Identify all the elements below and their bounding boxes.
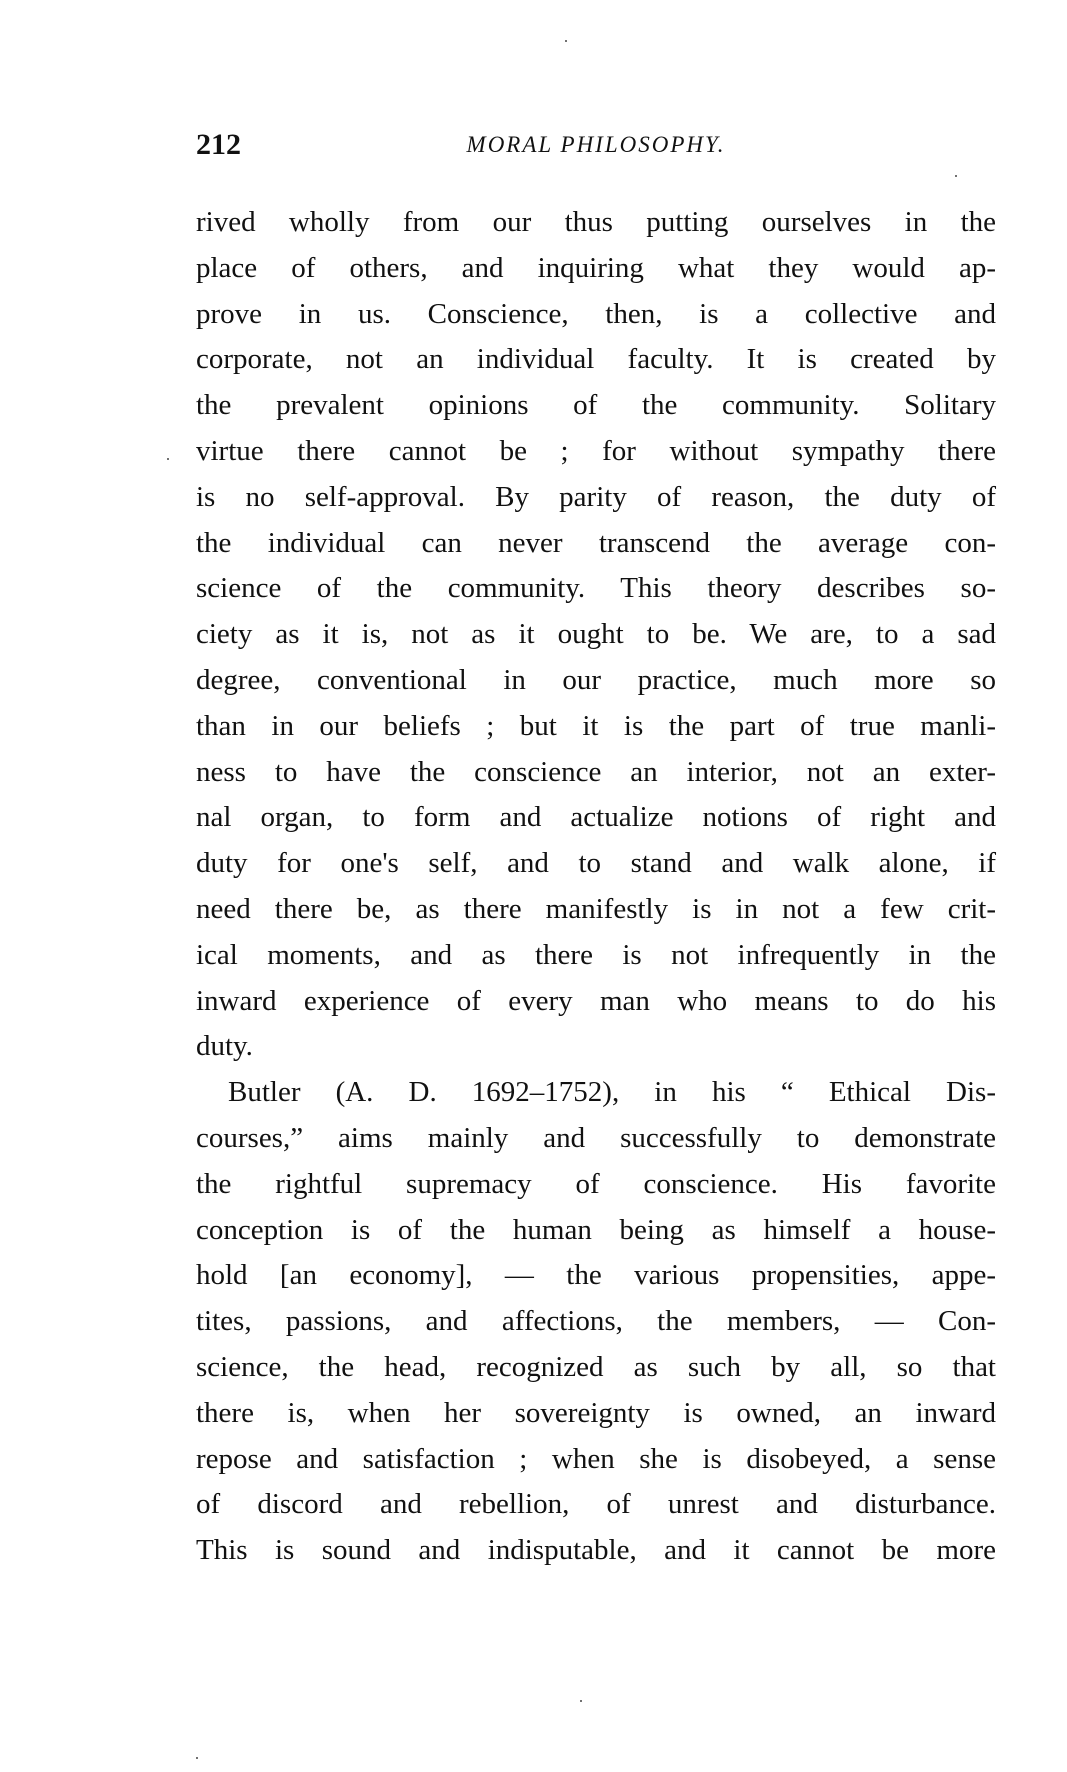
text-line: repose and satisfaction ; when she is disobeyed, a sense xyxy=(196,1442,996,1475)
scan-speck xyxy=(580,1700,582,1702)
text-line: hold [an economy], — the various propensities, appe- xyxy=(196,1259,996,1292)
text-line: prove in us. Conscience, then, is a collective and xyxy=(196,297,996,330)
scan-speck xyxy=(565,40,567,42)
text-line: need there be, as there manifestly is in not a few crit- xyxy=(196,892,996,925)
page-number: 212 xyxy=(196,128,241,161)
running-title: MORAL PHILOSOPHY. xyxy=(466,132,726,157)
text-line: is no self-approval. By parity of reason, the duty of xyxy=(196,480,996,513)
paragraph-1 xyxy=(196,200,996,1070)
text-line: rived wholly from our thus putting ourselves in the xyxy=(196,206,996,238)
scan-speck xyxy=(167,458,169,460)
text-line: Butler (A. D. 1692–1752), in his “ Ethical Dis- xyxy=(228,1076,996,1109)
text-line: ness to have the conscience an interior, not an exter- xyxy=(196,755,996,788)
page-body xyxy=(196,200,996,1574)
text-line: place of others, and inquiring what they would ap- xyxy=(196,251,996,284)
scan-speck xyxy=(196,1757,198,1759)
text-line: ciety as it is, not as it ought to be. We are, to a sad xyxy=(196,618,996,651)
text-line: duty. xyxy=(196,1030,253,1063)
text-line: virtue there cannot be ; for without sympathy there xyxy=(196,434,996,467)
text-line: tites, passions, and affections, the members, — Con- xyxy=(196,1305,996,1338)
text-line: This is sound and indisputable, and it cannot be more xyxy=(196,1534,996,1567)
text-line: there is, when her sovereignty is owned, an inward xyxy=(196,1396,996,1429)
text-line: degree, conventional in our practice, much more so xyxy=(196,663,996,696)
text-line: ical moments, and as there is not infrequently in the xyxy=(196,938,996,971)
text-line: than in our beliefs ; but it is the part of true manli- xyxy=(196,709,996,742)
text-line: corporate, not an individual faculty. It is created by xyxy=(196,343,996,376)
text-line: science of the community. This theory describes so- xyxy=(196,572,996,605)
text-line: inward experience of every man who means to do his xyxy=(196,984,996,1017)
text-line: duty for one's self, and to stand and walk alone, if xyxy=(196,847,996,880)
running-header xyxy=(196,128,996,168)
text-line: conception is of the human being as himself a house- xyxy=(196,1213,996,1246)
scan-speck xyxy=(955,175,957,177)
text-line: the prevalent opinions of the community. Solitary xyxy=(196,389,996,422)
text-line: of discord and rebellion, of unrest and disturbance. xyxy=(196,1488,996,1521)
text-line: science, the head, recognized as such by all, so that xyxy=(196,1350,996,1383)
text-line: nal organ, to form and actualize notions of right and xyxy=(196,801,996,834)
text-line: the individual can never transcend the average con- xyxy=(196,526,996,559)
paragraph-2 xyxy=(196,1070,996,1574)
text-line: the rightful supremacy of conscience. His favorite xyxy=(196,1167,996,1200)
text-line: courses,” aims mainly and successfully to demonstrate xyxy=(196,1121,996,1154)
